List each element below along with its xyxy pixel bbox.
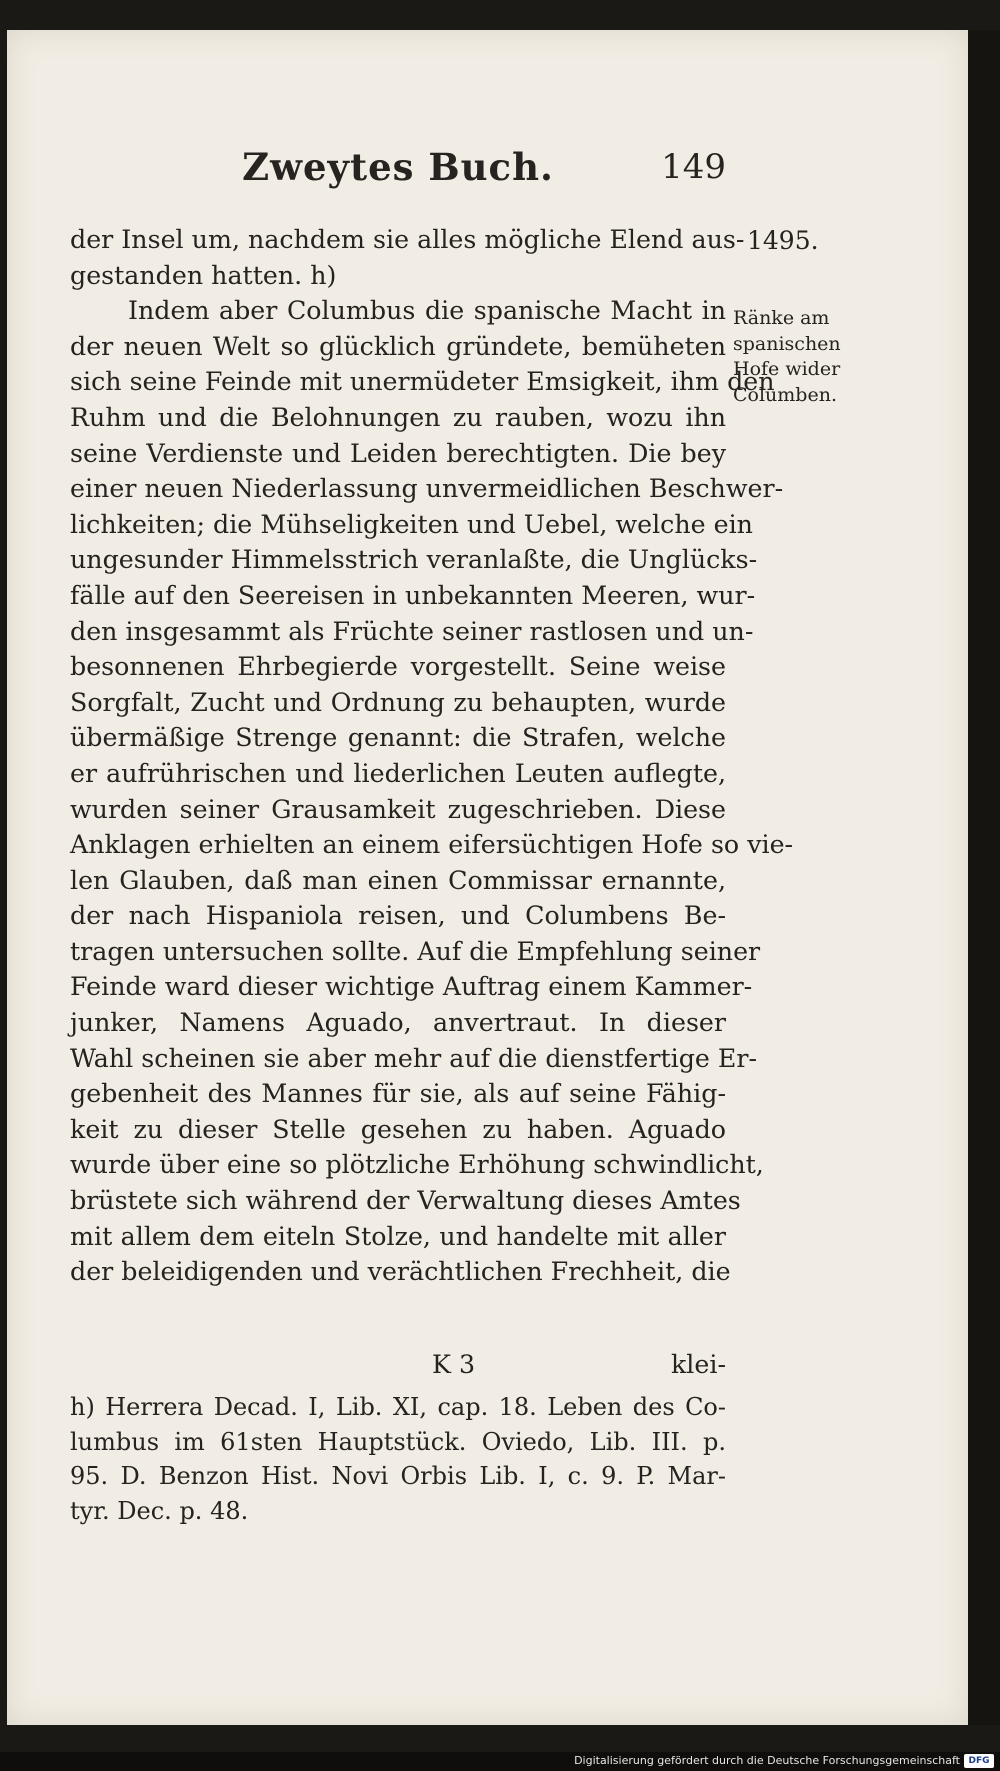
- body-line: den insgesammt als Früchte seiner rastlosen und un-: [70, 616, 754, 646]
- body-line: besonnenen Ehrbegierde vorgestellt. Seine weise: [70, 652, 726, 682]
- body-line: einer neuen Niederlassung unvermeidlichen Beschwer-: [70, 474, 784, 504]
- footnote-line: 95. D. Benzon Hist. Novi Orbis Lib. I, c. 9. P. Mar-: [70, 1462, 726, 1490]
- footnote-line: tyr. Dec. p. 48.: [70, 1496, 249, 1525]
- body-line: Wahl scheinen sie aber mehr auf die dienstfertige Er-: [70, 1043, 758, 1073]
- body-line: er aufrührischen und liederlichen Leuten auflegte,: [70, 758, 726, 788]
- body-line: der beleidigenden und verächtlichen Frechheit, die: [70, 1257, 731, 1287]
- body-line: gebenheit des Mannes für sie, als auf seine Fähig-: [70, 1079, 726, 1109]
- body-line: keit zu dieser Stelle gesehen zu haben. Aguado: [70, 1114, 726, 1144]
- body-line: ungesunder Himmelsstrich veranlaßte, die Unglücks-: [70, 545, 758, 575]
- side-note-line: Columben.: [733, 383, 837, 406]
- side-note-line: Hofe wider: [733, 358, 841, 380]
- body-line: mit allem dem eiteln Stolze, und handelte mit aller: [70, 1221, 726, 1251]
- body-line: der Insel um, nachdem sie alles mögliche Elend aus-: [70, 225, 745, 254]
- body-line: sich seine Feinde mit unermüdeter Emsigkeit, ihm den: [70, 367, 775, 397]
- page-header: [70, 145, 726, 195]
- side-note-line: Ränke am: [733, 307, 830, 329]
- margin-year: 1495.: [747, 226, 819, 255]
- running-head: Zweytes Buch.: [242, 145, 554, 189]
- digitization-credit: Digitalisierung gefördert durch die Deutsche Forschungsgemeinschaft: [574, 1754, 960, 1767]
- side-note-line: spanischen: [733, 332, 841, 355]
- body-line: Sorgfalt, Zucht und Ordnung zu behaupten, wurde: [70, 687, 726, 717]
- catch-line: [70, 1350, 726, 1386]
- footnote-line: lumbus im 61sten Hauptstück. Oviedo, Lib. III. p.: [70, 1427, 726, 1456]
- body-line: gestanden hatten. h): [70, 260, 337, 290]
- dfg-logo-icon: DFG: [964, 1754, 994, 1768]
- body-line: der nach Hispaniola reisen, und Columbens Be-: [70, 901, 726, 931]
- catchword: klei-: [670, 1350, 726, 1379]
- body-line: übermäßige Strenge genannt: die Strafen, welche: [70, 723, 726, 753]
- body-line: Feinde ward dieser wichtige Auftrag einem Kammer-: [70, 972, 753, 1002]
- body-line: Indem aber Columbus die spanische Macht in: [128, 296, 726, 326]
- body-line: Ruhm und die Belohnungen zu rauben, wozu ihn: [70, 402, 726, 432]
- signature-mark: K 3: [432, 1350, 476, 1379]
- body-line: wurde über eine so plötzliche Erhöhung schwindlicht,: [70, 1150, 764, 1180]
- page-gutter: [968, 30, 1000, 1725]
- body-line: lichkeiten; die Mühseligkeiten und Uebel, welche ein: [70, 509, 753, 539]
- body-line: der neuen Welt so glücklich gründete, bemüheten: [70, 331, 726, 361]
- body-line: Anklagen erhielten an einem eifersüchtigen Hofe so vie-: [70, 830, 794, 860]
- body-line: junker, Namens Aguado, anvertraut. In dieser: [70, 1008, 726, 1038]
- footnote-line: h) Herrera Decad. I, Lib. XI, cap. 18. Leben des Co-: [70, 1393, 726, 1421]
- body-line: seine Verdienste und Leiden berechtigten. Die bey: [70, 438, 726, 468]
- body-line: tragen untersuchen sollte. Auf die Empfehlung seiner: [70, 936, 761, 966]
- page-number: 149: [661, 147, 726, 187]
- body-line: len Glauben, daß man einen Commissar ernannte,: [70, 865, 726, 895]
- body-line: wurden seiner Grausamkeit zugeschrieben. Diese: [70, 794, 726, 824]
- body-line: fälle auf den Seereisen in unbekannten Meeren, wur-: [70, 580, 756, 610]
- body-line: brüstete sich während der Verwaltung dieses Amtes: [70, 1186, 741, 1216]
- footnote: [70, 1390, 726, 1528]
